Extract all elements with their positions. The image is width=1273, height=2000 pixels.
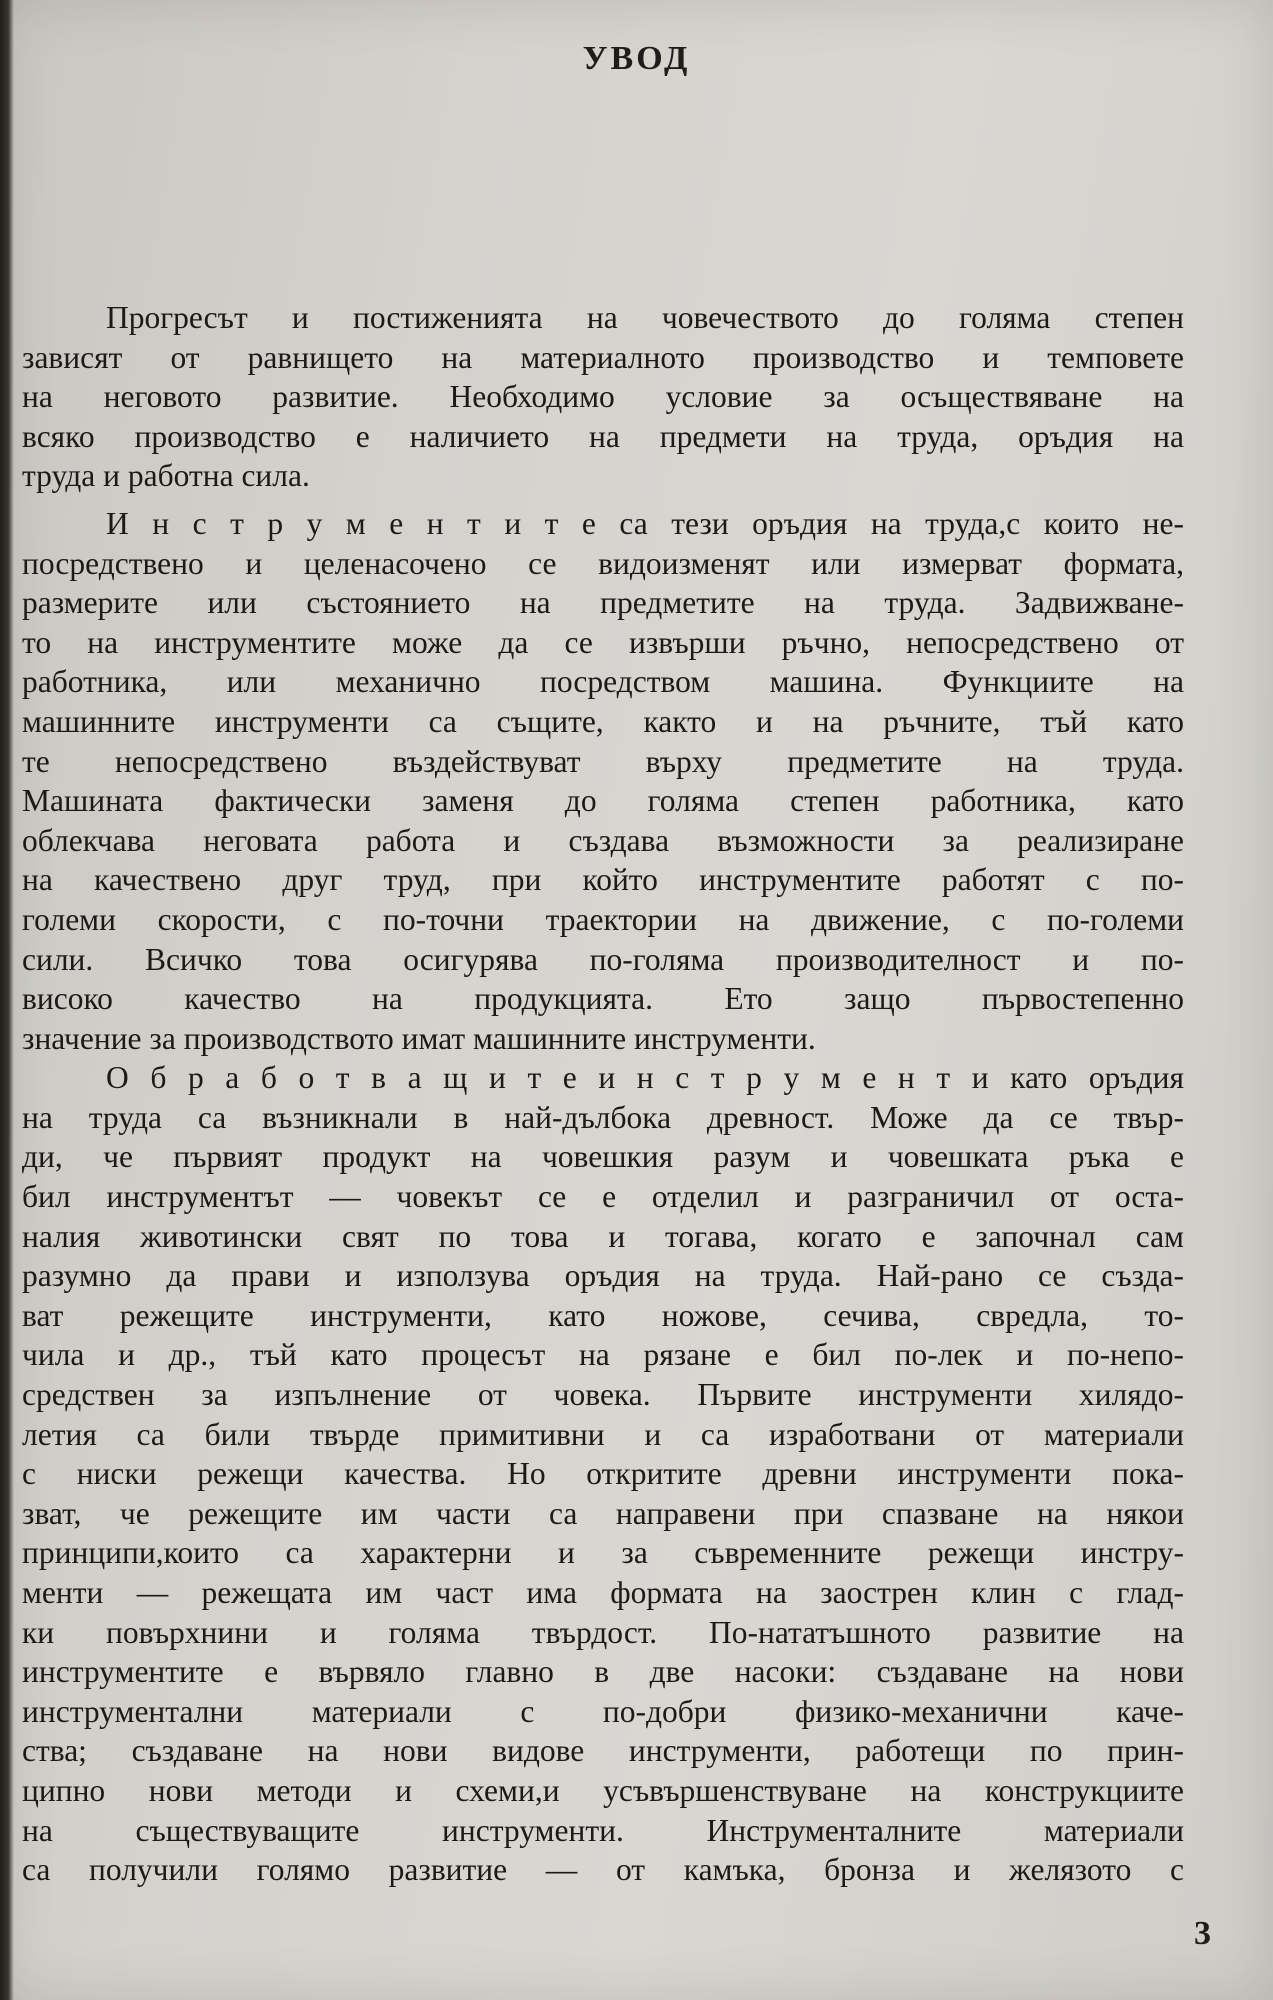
chapter-title: УВОД (582, 40, 691, 77)
text-line: ват режещите инструменти, като ножове, сечива, свредла, то- (22, 1297, 1184, 1333)
text-line: чила и др., тъй като процесът на рязане е бил по-лек и по-непо- (22, 1337, 1184, 1373)
text-line: летия са били твърде примитивни и са изработвани от материали (22, 1416, 1184, 1452)
text-line: Прогресът и постиженията на човечеството до голяма степен (106, 300, 1184, 335)
text-line: труда и работна сила. (22, 458, 310, 494)
text-line: ципно нови методи и схеми,и усъвършенствуване на конструкциите (22, 1772, 1184, 1808)
text-line: бил инструментът — човекът се е отделил и разграничил от оста- (22, 1179, 1184, 1215)
text-line: налия животински свят по това и тогава, когато е започнал сам (22, 1218, 1184, 1254)
text-line: принципи,които са характерни и за съвременните режещи инстру- (22, 1535, 1184, 1571)
text-line: всяко производство е наличието на предмети на труда, оръдия на (22, 418, 1184, 454)
text-line: с ниски режещи качества. Но откритите древни инструменти пока- (22, 1456, 1184, 1492)
text-line: инструментите е вървяло главно в две насоки: създаване на нови (22, 1654, 1184, 1690)
text-line: машинните инструменти са същите, както и на ръчните, тъй като (22, 703, 1184, 739)
text-line: посредствено и целенасочено се видоизменят или измерват формата, (22, 545, 1184, 581)
text-line: са получили голямо развитие — от камъка, бронза и желязото с (22, 1852, 1184, 1888)
text-line: зват, че режещите им части са направени при спазване на някои (22, 1495, 1184, 1531)
text-line: зависят от равнището на материалното производство и темповете (22, 339, 1184, 375)
page-binding-shadow (0, 0, 14, 2000)
body-text (22, 298, 1184, 1890)
text-line: на съществуващите инструменти. Инструменталните материали (22, 1812, 1184, 1848)
text-line: менти — режещата им част има формата на заострен клин с глад- (22, 1575, 1184, 1610)
text-line: значение за производството имат машинните инструменти. (22, 1020, 816, 1056)
text-line: Машината фактически заменя до голяма степен работника, като (22, 783, 1184, 819)
text-line: високо качество на продукцията. Ето защо първостепенно (22, 981, 1184, 1017)
text-line: то на инструментите може да се извърши ръчно, непосредствено от (22, 624, 1184, 660)
text-line: размерите или състоянието на предметите на труда. Задвижване- (22, 585, 1184, 621)
text-line: ди, че първият продукт на човешкия разум и човешката ръка е (22, 1139, 1184, 1175)
text-line: големи скорости, с по-точни траектории на движение, с по-големи (22, 901, 1184, 937)
text-line: ства; създаване на нови видове инструменти, работещи по прин- (22, 1733, 1184, 1769)
page-number: 3 (1194, 1915, 1211, 1952)
text-line: облекчава неговата работа и създава възможности за реализиране (22, 822, 1184, 858)
text-line: И н с т р у м е н т и т е са тези оръдия на труда,с които не- (106, 505, 1184, 541)
text-line: ки повърхнини и голяма твърдост. По-нататъшното развитие на (22, 1614, 1184, 1650)
text-line: работника, или механично посредством машина. Функциите на (22, 664, 1184, 700)
text-line: разумно да прави и използува оръдия на труда. Най-рано се създа- (22, 1258, 1184, 1294)
text-line: на неговото развитие. Необходимо условие за осъществяване на (22, 379, 1184, 415)
text-line: О б р а б о т в а щ и т е и н с т р у м е н т и като оръдия (106, 1060, 1184, 1096)
text-line: на качествено друг труд, при който инструментите работят с по- (22, 862, 1184, 898)
text-line: средствен за изпълнение от човека. Първите инструменти хилядо- (22, 1377, 1184, 1413)
text-line: сили. Всичко това осигурява по-голяма производителност и по- (22, 941, 1184, 977)
text-line: инструментални материали с по-добри физико-механични каче- (22, 1693, 1184, 1729)
text-line: те непосредствено въздействуват върху предметите на труда. (22, 743, 1184, 779)
text-line: на труда са възникнали в най-дълбока древност. Може да се твър- (22, 1099, 1184, 1135)
